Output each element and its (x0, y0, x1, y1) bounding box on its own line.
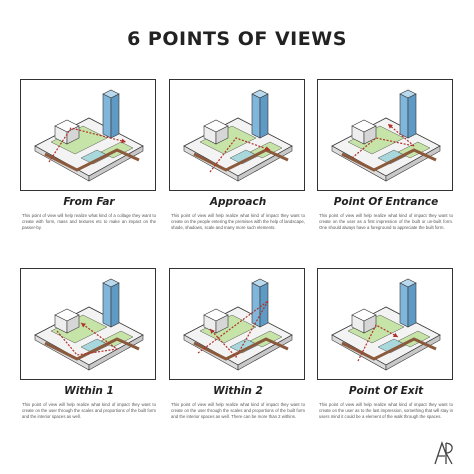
card-title: Approach (209, 196, 267, 208)
card-description: This point of view will help realize what kind of impact they want to create on the user as to the last impression, something that will stay in users mind it could be a element of the walk through the spaces. (319, 402, 453, 419)
tower-face (408, 94, 416, 138)
tower-face (408, 283, 416, 327)
tower-face (103, 283, 111, 327)
tower-face (260, 94, 268, 138)
diagram-frame (20, 79, 156, 191)
isometric-site-diagram (170, 80, 306, 192)
page-title: 6 POINTS OF VIEWS (127, 28, 347, 50)
view-card-within-1 (20, 268, 160, 446)
tower-face (111, 283, 119, 327)
card-description: This point of view will help realize what kind of impact they want to create on the user through the scales and proportions of the built form and the interior spaces as well. There can be more than 2 withins. (171, 402, 305, 419)
tower-face (252, 94, 260, 138)
tower-face (400, 94, 408, 138)
tower-face (252, 283, 260, 327)
isometric-site-diagram (318, 80, 454, 192)
architect-logo-icon (432, 440, 454, 466)
view-card-approach (169, 79, 309, 257)
view-card-point-of-exit (317, 268, 457, 446)
card-title: From Far (63, 196, 115, 208)
card-description: This point of view will help realize what kind of impact they want to create on the people entering the premises with the help of landscape, shade, shadows, scale and many more such elements. (171, 213, 305, 230)
card-description: This point of view will help realize what kind of impact they want to create on the user through the scales and proportions of the built form and the interior spaces as well. (22, 402, 156, 419)
isometric-site-diagram (170, 269, 306, 381)
diagram-frame (169, 79, 305, 191)
tower-face (400, 283, 408, 327)
tower-face (260, 283, 268, 327)
card-description: This point of view will help realize what kind of a collage they want to create with form, mass and textures etc to make an impact on the passer-by. (22, 213, 156, 230)
tower-face (103, 94, 111, 138)
tower-face (111, 94, 119, 138)
diagram-frame (20, 268, 156, 380)
view-card-point-of-entrance (317, 79, 457, 257)
view-card-within-2 (169, 268, 309, 446)
card-title: Point Of Exit (348, 385, 424, 397)
card-title: Point Of Entrance (333, 196, 439, 208)
diagram-frame (317, 268, 453, 380)
card-description: This point of view will help realize what kind of impact they want to create on the user as a first impression of the built or un-built form. One should always have a foreground to appreciate the built form. (319, 213, 453, 230)
isometric-site-diagram (21, 80, 157, 192)
card-title: Within 1 (64, 385, 114, 397)
isometric-site-diagram (21, 269, 157, 381)
view-card-from-far (20, 79, 160, 257)
card-title: Within 2 (213, 385, 263, 397)
isometric-site-diagram (318, 269, 454, 381)
diagram-frame (169, 268, 305, 380)
diagram-frame (317, 79, 453, 191)
